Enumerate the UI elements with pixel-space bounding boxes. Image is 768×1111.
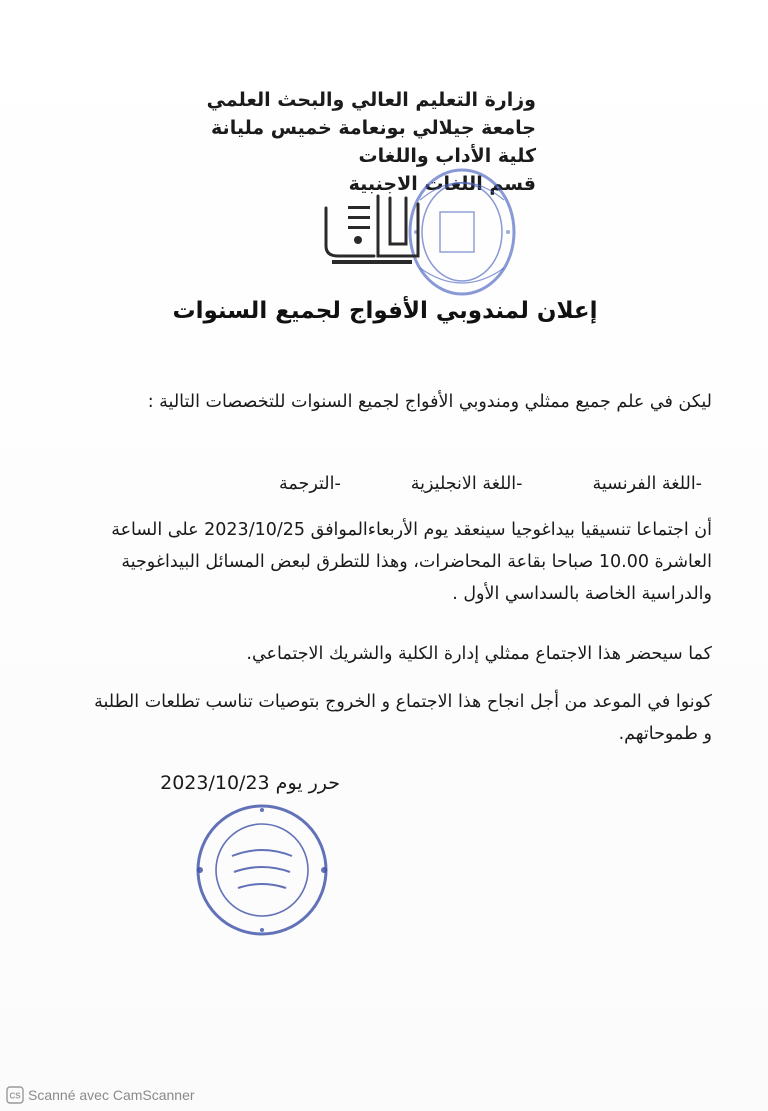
announcement-title: إعلان لمندوبي الأفواج لجميع السنوات	[172, 298, 598, 324]
attendance-paragraph: كما سيحضر هذا الاجتماع ممثلي إدارة الكلية والشريك الاجتماعي.	[246, 644, 712, 664]
university-line: جامعة جيلالي بونعامة خميس مليانة	[211, 117, 536, 139]
faculty-line: كلية الأداب واللغات	[358, 145, 536, 167]
university-logo	[318, 186, 428, 270]
specialty-english: -اللغة الانجليزية	[410, 474, 523, 494]
svg-text:CS: CS	[9, 1091, 21, 1101]
specialty-translation: -الترجمة	[279, 474, 341, 494]
scanner-footer-text: Scanné avec CamScanner	[28, 1087, 195, 1103]
specialties-list	[92, 468, 712, 500]
closing-paragraph: كونوا في الموعد من أجل انجاح هذا الاجتماع و الخروج بتوصيات تناسب تطلعات الطلبة و طموحاتهم.	[94, 692, 712, 744]
scanner-footer	[6, 1085, 195, 1105]
intro-paragraph: ليكن في علم جميع ممثلي ومندوبي الأفواج لجميع السنوات للتخصصات التالية :	[147, 392, 712, 412]
ministry-line: وزارة التعليم العالي والبحث العلمي	[206, 89, 536, 111]
department-seal-stamp	[192, 800, 332, 940]
signed-date: حرر يوم 2023/10/23	[160, 772, 340, 794]
specialty-french: -اللغة الفرنسية	[592, 474, 702, 494]
camscanner-icon	[6, 1086, 24, 1104]
department-line: قسم اللغات الاجنبية	[348, 173, 536, 195]
meeting-paragraph: أن اجتماعا تنسيقيا بيداغوجيا سينعقد يوم الأربعاءالموافق 2023/10/25 على الساعة العاشرة 10.00 صباحا بقاعة المحاضرات، وهذا للتطرق لبعض المسائل البيداغوجية والدراسية الخاصة بالسداسي الأول .	[111, 520, 712, 604]
